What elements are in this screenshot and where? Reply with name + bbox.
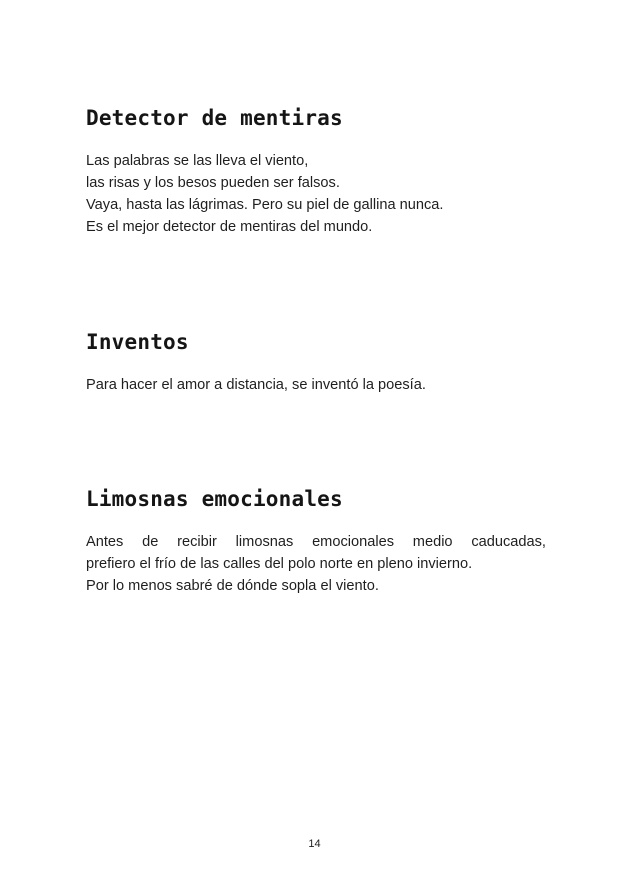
poem-line: las risas y los besos pueden ser falsos. bbox=[86, 175, 340, 192]
poem-limosnas-emocionales bbox=[86, 487, 546, 597]
poem-line: Vaya, hasta las lágrimas. Pero su piel de gallina nunca. bbox=[86, 197, 444, 214]
poem-title: Detector de mentiras bbox=[86, 106, 343, 130]
poem-inventos bbox=[86, 330, 546, 396]
poem-title: Inventos bbox=[86, 330, 189, 354]
poem-line: Para hacer el amor a distancia, se inventó la poesía. bbox=[86, 377, 426, 394]
poem-body bbox=[86, 150, 546, 238]
poem-body bbox=[86, 531, 546, 597]
poem-detector-de-mentiras bbox=[86, 106, 546, 238]
poem-body bbox=[86, 374, 546, 396]
poem-line: Por lo menos sabré de dónde sopla el viento. bbox=[86, 578, 379, 595]
page-number: 14 bbox=[308, 838, 321, 850]
poem-line: Es el mejor detector de mentiras del mundo. bbox=[86, 219, 373, 236]
poem-line: Las palabras se las lleva el viento, bbox=[86, 153, 309, 170]
poem-line: prefiero el frío de las calles del polo norte en pleno invierno. bbox=[86, 556, 473, 573]
poem-title: Limosnas emocionales bbox=[86, 487, 343, 511]
poem-line: Antes de recibir limosnas emocionales medio caducadas, bbox=[86, 534, 546, 551]
